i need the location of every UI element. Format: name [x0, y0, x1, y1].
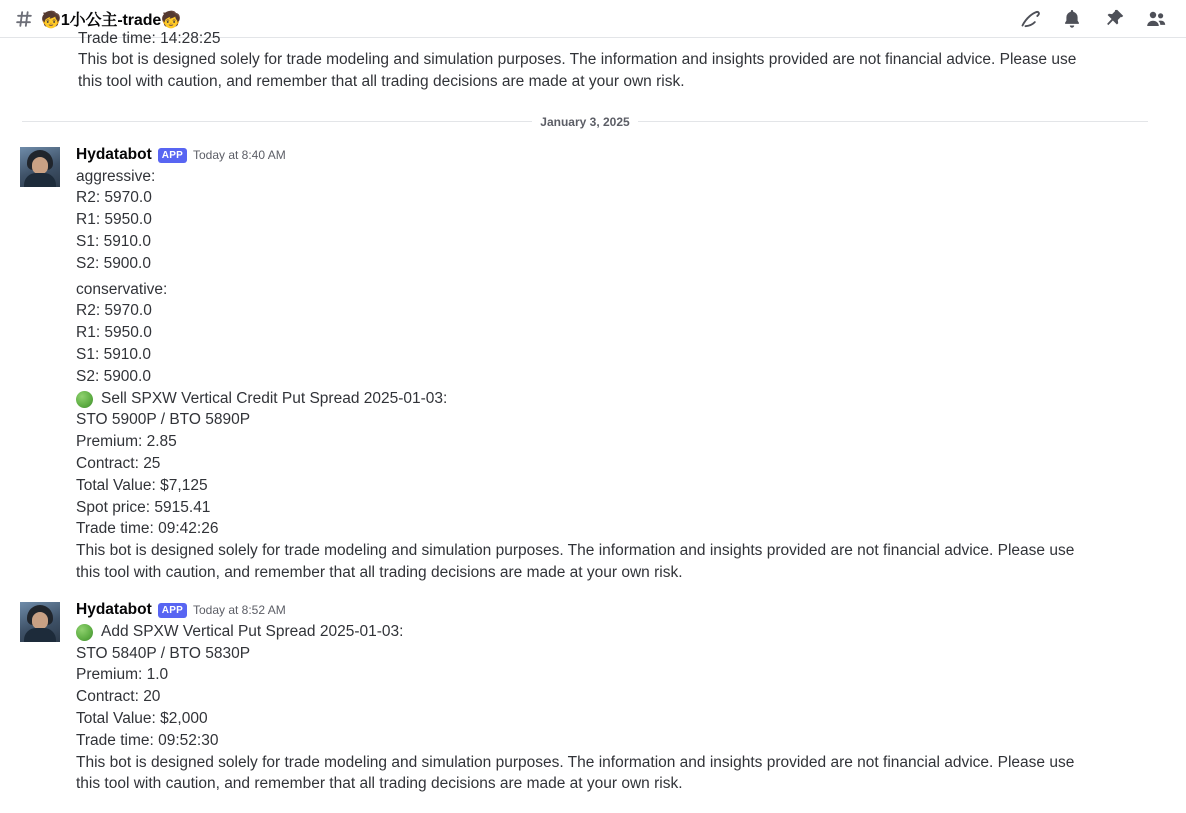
bot-disclaimer: This bot is designed solely for trade modeling and simulation purposes. The information and insights provided are not financial advice. Please use this tool with caution, and remember that all trading decisions are made at your own risk.: [78, 51, 1077, 90]
message-group: [0, 596, 1170, 795]
bot-disclaimer: This bot is designed solely for trade modeling and simulation purposes. The information and insights provided are not financial advice. Please use this tool with caution, and remember that all trading decisions are made at your own risk.: [76, 753, 1075, 793]
message-list[interactable]: [0, 30, 1186, 813]
page-title: 🧒1小公主-trade🧒: [41, 12, 181, 29]
list-item: S2: 5900.0: [76, 367, 151, 385]
pin-icon[interactable]: [1102, 7, 1126, 31]
avatar[interactable]: [20, 602, 60, 642]
list-item: Premium: 2.85: [76, 433, 177, 451]
list-item: Contract: 20: [76, 688, 161, 706]
list-item: R1: 5950.0: [76, 324, 152, 342]
divider-line-right: [638, 121, 1148, 122]
bot-disclaimer: This bot is designed solely for trade modeling and simulation purposes. The information and insights provided are not financial advice. Please use this tool with caution, and remember that all trading decisions are made at your own risk.: [76, 542, 1075, 581]
green-circle-icon: [76, 624, 93, 641]
list-item: Trade time: 09:42:26: [76, 520, 219, 538]
author-name[interactable]: Hydatabot: [76, 145, 152, 163]
trade-time-line: Trade time: 14:28:25: [78, 30, 221, 47]
message-body: [76, 145, 1154, 584]
trade-title: [76, 388, 1154, 410]
list-item: S1: 5910.0: [76, 345, 151, 363]
list-item: Total Value: $2,000: [76, 709, 208, 727]
list-item: Spot price: 5915.41: [76, 498, 211, 516]
message-timestamp: Today at 8:52 AM: [192, 602, 286, 617]
green-circle-icon: [76, 391, 93, 408]
message-group: [0, 141, 1170, 584]
list-item: R1: 5950.0: [76, 211, 152, 229]
message-body: [76, 600, 1154, 795]
list-item: Premium: 1.0: [76, 666, 169, 684]
trade-title-text: Add SPXW Vertical Put Spread 2025-01-03:: [101, 622, 404, 640]
divider-date-label: January 3, 2025: [540, 114, 630, 129]
message-header: [76, 600, 1154, 620]
hash-icon: [12, 7, 36, 31]
list-item: STO 5840P / BTO 5830P: [76, 644, 251, 662]
message-header: [76, 145, 1154, 165]
list-item: STO 5900P / BTO 5890P: [76, 411, 251, 429]
divider-line-left: [22, 121, 532, 122]
header-icon-group: [1018, 7, 1172, 31]
message-timestamp: Today at 8:40 AM: [192, 147, 286, 162]
bell-icon[interactable]: [1060, 7, 1084, 31]
trade-title-text: Sell SPXW Vertical Credit Put Spread 2025-01-03:: [101, 389, 448, 407]
list-item: S1: 5910.0: [76, 232, 151, 250]
list-item: aggressive:: [76, 167, 156, 185]
list-item: Trade time: 09:52:30: [76, 731, 219, 749]
app-badge: APP: [158, 148, 187, 163]
threads-icon[interactable]: [1018, 7, 1042, 31]
message-continuation-top: [0, 30, 1170, 101]
date-divider: [22, 115, 1148, 129]
list-item: R2: 5970.0: [76, 189, 152, 207]
list-item: R2: 5970.0: [76, 302, 152, 320]
avatar[interactable]: [20, 147, 60, 187]
list-item: Total Value: $7,125: [76, 476, 208, 494]
list-item: conservative:: [76, 280, 168, 298]
trade-title: [76, 621, 1154, 643]
app-badge: APP: [158, 603, 187, 618]
author-name[interactable]: Hydatabot: [76, 600, 152, 618]
members-icon[interactable]: [1144, 7, 1168, 31]
list-item: S2: 5900.0: [76, 254, 151, 272]
list-item: Contract: 25: [76, 454, 161, 472]
